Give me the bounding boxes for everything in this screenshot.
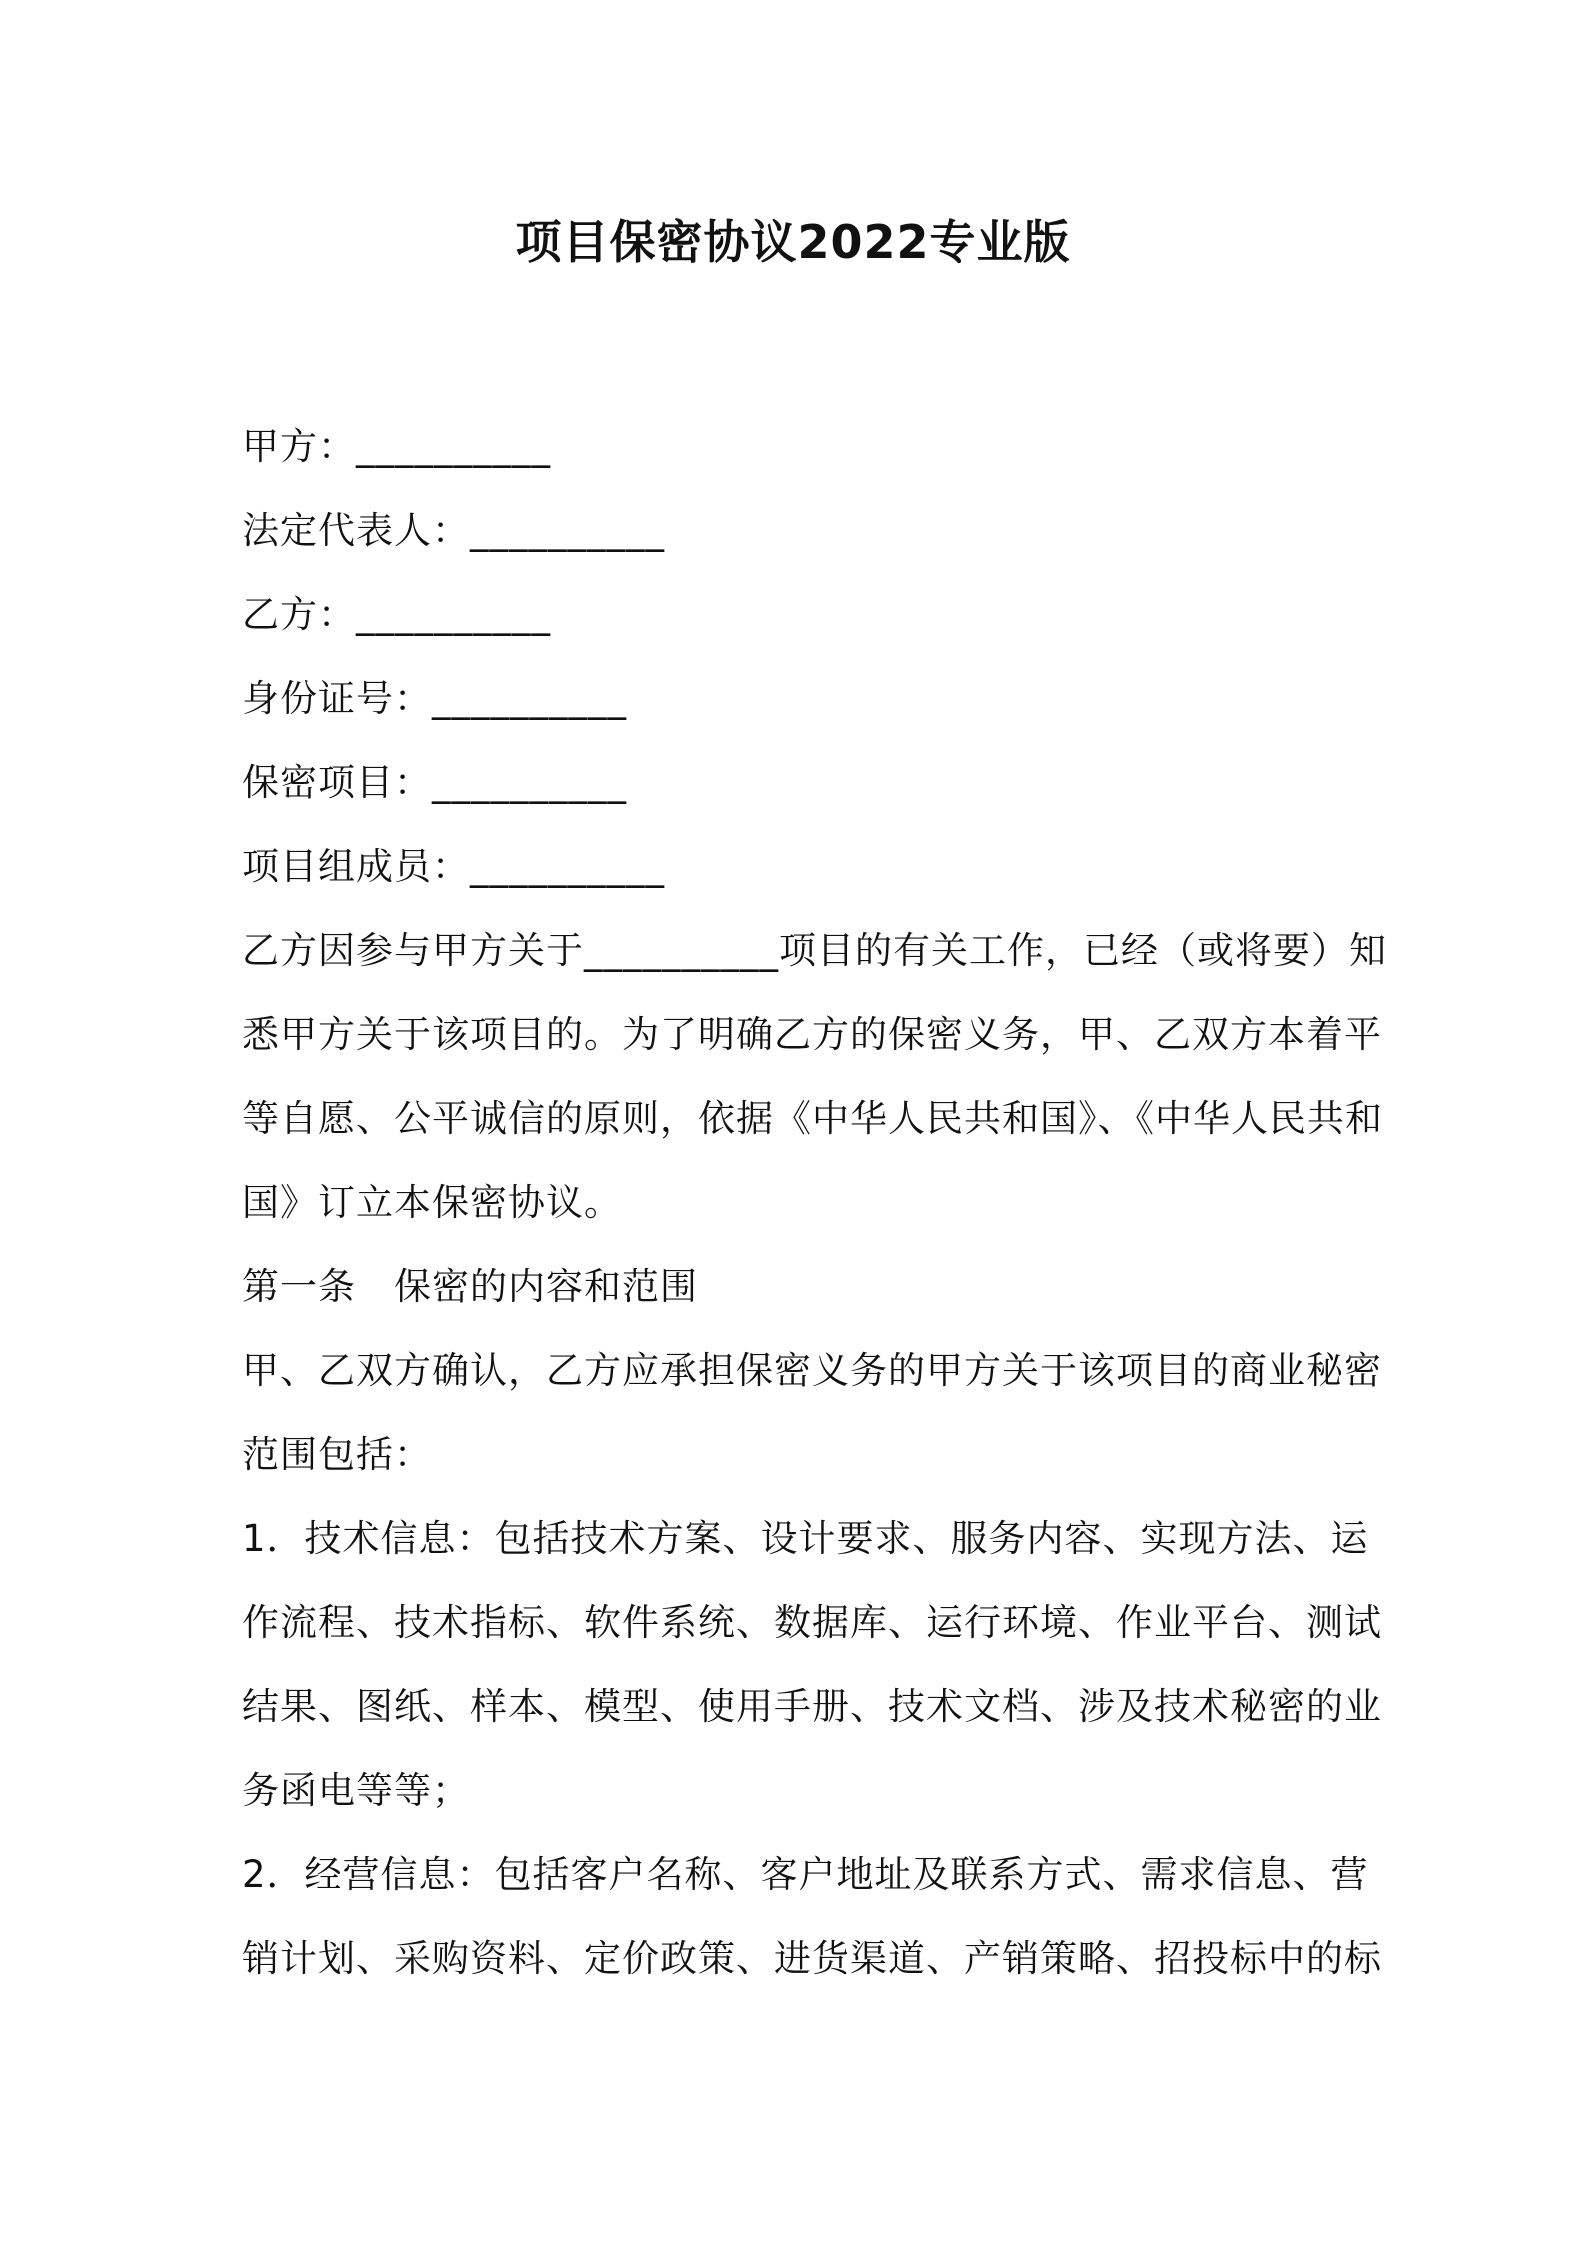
item-1-line: 结果、图纸、样本、模型、使用手册、技术文档、涉及技术秘密的业 (242, 1685, 1382, 1728)
fill-in-blank: __________ (432, 677, 627, 720)
field-label: 身份证号： (242, 677, 432, 720)
intro-paragraph-line: 等自愿、公平诚信的原则，依据《中华人民共和国》、《中华人民共和 (242, 1097, 1383, 1140)
field-party-a (242, 405, 1354, 489)
field-project-members (242, 825, 1354, 909)
article-1-paragraph-line: 甲、乙双方确认，乙方应承担保密义务的甲方关于该项目的商业秘密 (242, 1349, 1382, 1392)
fill-in-blank: __________ (470, 509, 665, 552)
fill-in-blank: __________ (356, 425, 551, 468)
fill-in-blank: __________ (356, 593, 551, 636)
field-id-number (242, 657, 1354, 741)
document-title: 项目保密协议2022专业版 (515, 215, 1071, 269)
article-1-paragraph-line: 范围包括： (242, 1433, 432, 1476)
field-label: 保密项目： (242, 761, 432, 804)
item-2-line: 2．经营信息：包括客户名称、客户地址及联系方式、需求信息、营 (242, 1853, 1369, 1896)
item-1-line: 务函电等等； (242, 1769, 470, 1812)
intro-paragraph-line: 悉甲方关于该项目的。为了明确乙方的保密义务，甲、乙双方本着平 (242, 1013, 1382, 1056)
field-label: 甲方： (242, 425, 356, 468)
field-confidential-project (242, 741, 1354, 825)
fill-in-blank: __________ (432, 761, 627, 804)
intro-paragraph-line: 乙方因参与甲方关于__________项目的有关工作，已经（或将要）知 (242, 929, 1387, 972)
item-1-line: 作流程、技术指标、软件系统、数据库、运行环境、作业平台、测试 (242, 1601, 1382, 1644)
intro-paragraph-line: 国》订立本保密协议。 (242, 1181, 622, 1224)
item-1-line: 1．技术信息：包括技术方案、设计要求、服务内容、实现方法、运 (242, 1517, 1369, 1560)
article-1-heading: 第一条 保密的内容和范围 (242, 1265, 698, 1308)
field-label: 项目组成员： (242, 845, 470, 888)
item-2-line: 销计划、采购资料、定价政策、进货渠道、产销策略、招投标中的标 (242, 1937, 1382, 1980)
field-label: 法定代表人： (242, 509, 470, 552)
fill-in-blank: __________ (470, 845, 665, 888)
field-label: 乙方： (242, 593, 356, 636)
field-party-b (242, 573, 1354, 657)
field-legal-representative (242, 489, 1354, 573)
document-body (242, 405, 1387, 2001)
